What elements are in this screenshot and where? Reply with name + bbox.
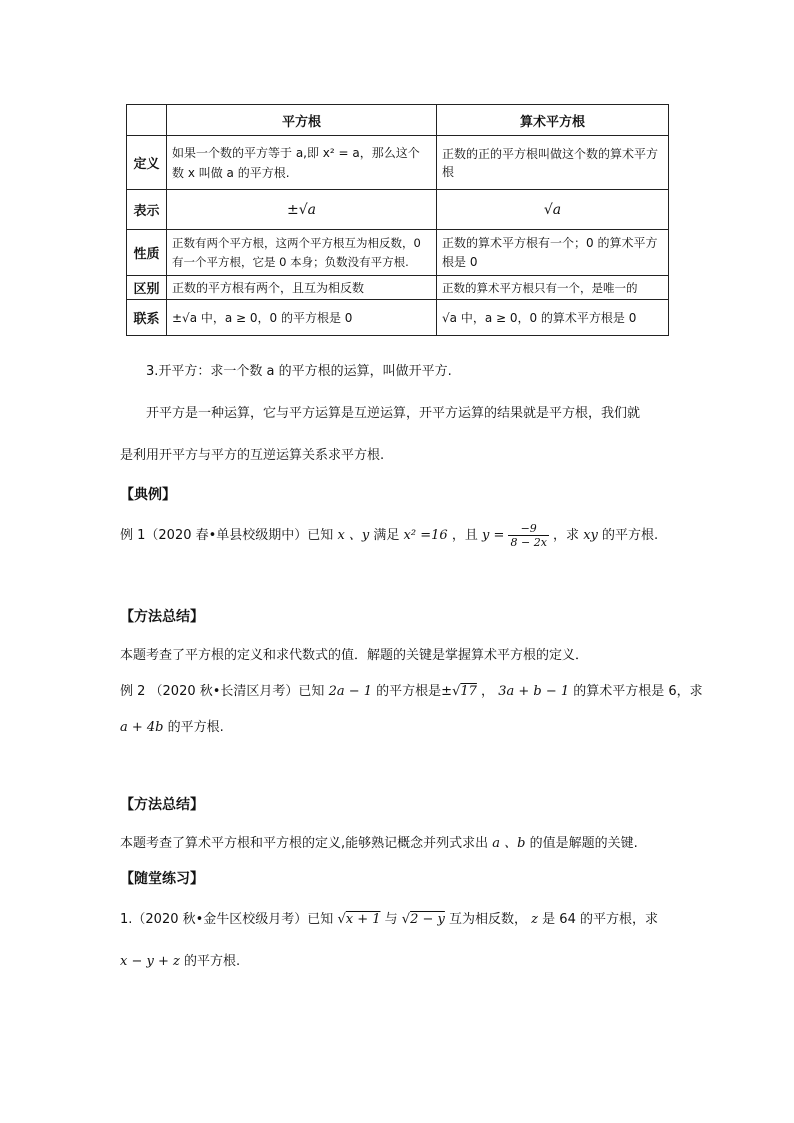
table-cell: ±√a <box>167 190 437 230</box>
table-row <box>127 300 669 336</box>
practice-1-text: 互为相反数， <box>449 912 528 927</box>
math-2a-minus-1: 2a − 1 <box>328 684 373 699</box>
example-1 <box>120 522 658 549</box>
table-cell: √a 中，a ≥ 0，0 的算术平方根是 0 <box>437 300 669 336</box>
table-header-square-root: 平方根 <box>167 105 437 136</box>
example-2-text: 的平方根是± <box>376 684 453 699</box>
math-root-17: √17 <box>452 684 477 699</box>
table-cell: √a <box>437 190 669 230</box>
math-x-minus-y-plus-z: x − y + z <box>120 954 180 969</box>
table-cell: 正数有两个平方根，这两个平方根互为相反数，0 有一个平方根，它是 0 本身；负数没有平方根. <box>167 230 437 276</box>
table-cell: 如果一个数的平方等于 a,即 x² = a，那么这个数 x 叫做 a 的平方根. <box>167 136 437 190</box>
example-1-text: 例 1（2020 春•单县校级期中）已知 <box>120 528 334 543</box>
math-z: z <box>531 912 539 927</box>
table-row <box>127 230 669 276</box>
example-2-line-2 <box>120 716 224 735</box>
example-1-text: 满足 <box>373 528 400 543</box>
table-cell: 正数的算术平方根有一个；0 的算术平方根是 0 <box>437 230 669 276</box>
practice-1-text: 与 <box>384 912 398 927</box>
example-2-line-1 <box>120 680 703 699</box>
example-2-text: 例 2 （2020 秋•长清区月考）已知 <box>120 684 325 699</box>
row-label: 联系 <box>127 300 167 336</box>
math-x-y: x 、y <box>337 528 370 543</box>
math-xy: xy <box>583 528 598 543</box>
math-a-b: a 、b <box>492 836 526 851</box>
table-header-arithmetic-root: 算术平方根 <box>437 105 669 136</box>
fraction-numerator: −9 <box>508 522 548 536</box>
example-2-text: 的平方根. <box>167 720 224 735</box>
math-y-equals: y = <box>481 528 505 543</box>
table-cell: ±√a 中，a ≥ 0，0 的平方根是 0 <box>167 300 437 336</box>
math-fraction <box>508 522 548 549</box>
paragraph-square-root-operation: 3.开平方：求一个数 a 的平方根的运算，叫做开平方. <box>146 364 452 379</box>
example-1-text: 的平方根. <box>602 528 659 543</box>
row-label: 区别 <box>127 276 167 300</box>
practice-1-text: 是 64 的平方根，求 <box>542 912 658 927</box>
paragraph-inverse-operation-1: 开平方是一种运算，它与平方运算是互逆运算，开平方运算的结果就是平方根，我们就 <box>146 406 641 421</box>
table-cell: 正数的正的平方根叫做这个数的算术平方根 <box>437 136 669 190</box>
table-header-empty <box>127 105 167 136</box>
summary-1: 本题考查了平方根的定义和求代数式的值．解题的关键是掌握算术平方根的定义． <box>120 648 589 663</box>
math-a-plus-4b: a + 4b <box>120 720 164 735</box>
practice-1-line-1 <box>120 908 658 927</box>
section-heading-example: 【典例】 <box>120 487 176 503</box>
summary-2-text: 本题考查了算术平方根和平方根的定义,能够熟记概念并列式求出 <box>120 836 489 851</box>
paragraph-inverse-operation-2: 是利用开平方与平方的互逆运算关系求平方根. <box>120 448 385 463</box>
row-label: 定义 <box>127 136 167 190</box>
fraction-denominator: 8 − 2x <box>510 536 547 549</box>
table-header-row <box>127 105 669 136</box>
example-1-text: ，求 <box>553 528 580 543</box>
table-row <box>127 276 669 300</box>
row-label: 性质 <box>127 230 167 276</box>
summary-2-text: 的值是解题的关键. <box>529 836 638 851</box>
math-3a-plus-b-minus-1: 3a + b − 1 <box>498 684 570 699</box>
example-2-text: 的算术平方根是 6，求 <box>573 684 703 699</box>
table-row <box>127 136 669 190</box>
section-heading-summary-2: 【方法总结】 <box>120 797 204 813</box>
comparison-table <box>126 104 669 336</box>
example-1-text: ，且 <box>451 528 478 543</box>
summary-2 <box>120 832 638 851</box>
row-label: 表示 <box>127 190 167 230</box>
table-cell: 正数的算术平方根只有一个，是唯一的 <box>437 276 669 300</box>
practice-1-line-2 <box>120 950 240 969</box>
section-heading-practice: 【随堂练习】 <box>120 871 204 887</box>
math-root-x-plus-1: √x + 1 <box>337 912 381 927</box>
practice-1-text: 1.（2020 秋•金牛区校级月考）已知 <box>120 912 334 927</box>
section-heading-summary-1: 【方法总结】 <box>120 609 204 625</box>
practice-1-text: 的平方根. <box>183 954 241 969</box>
table-row <box>127 190 669 230</box>
example-2-text: ， <box>481 684 495 699</box>
math-root-2-minus-y: √2 − y <box>401 912 445 927</box>
math-x-squared: x² =16 <box>403 528 448 543</box>
table-cell: 正数的平方根有两个，且互为相反数 <box>167 276 437 300</box>
